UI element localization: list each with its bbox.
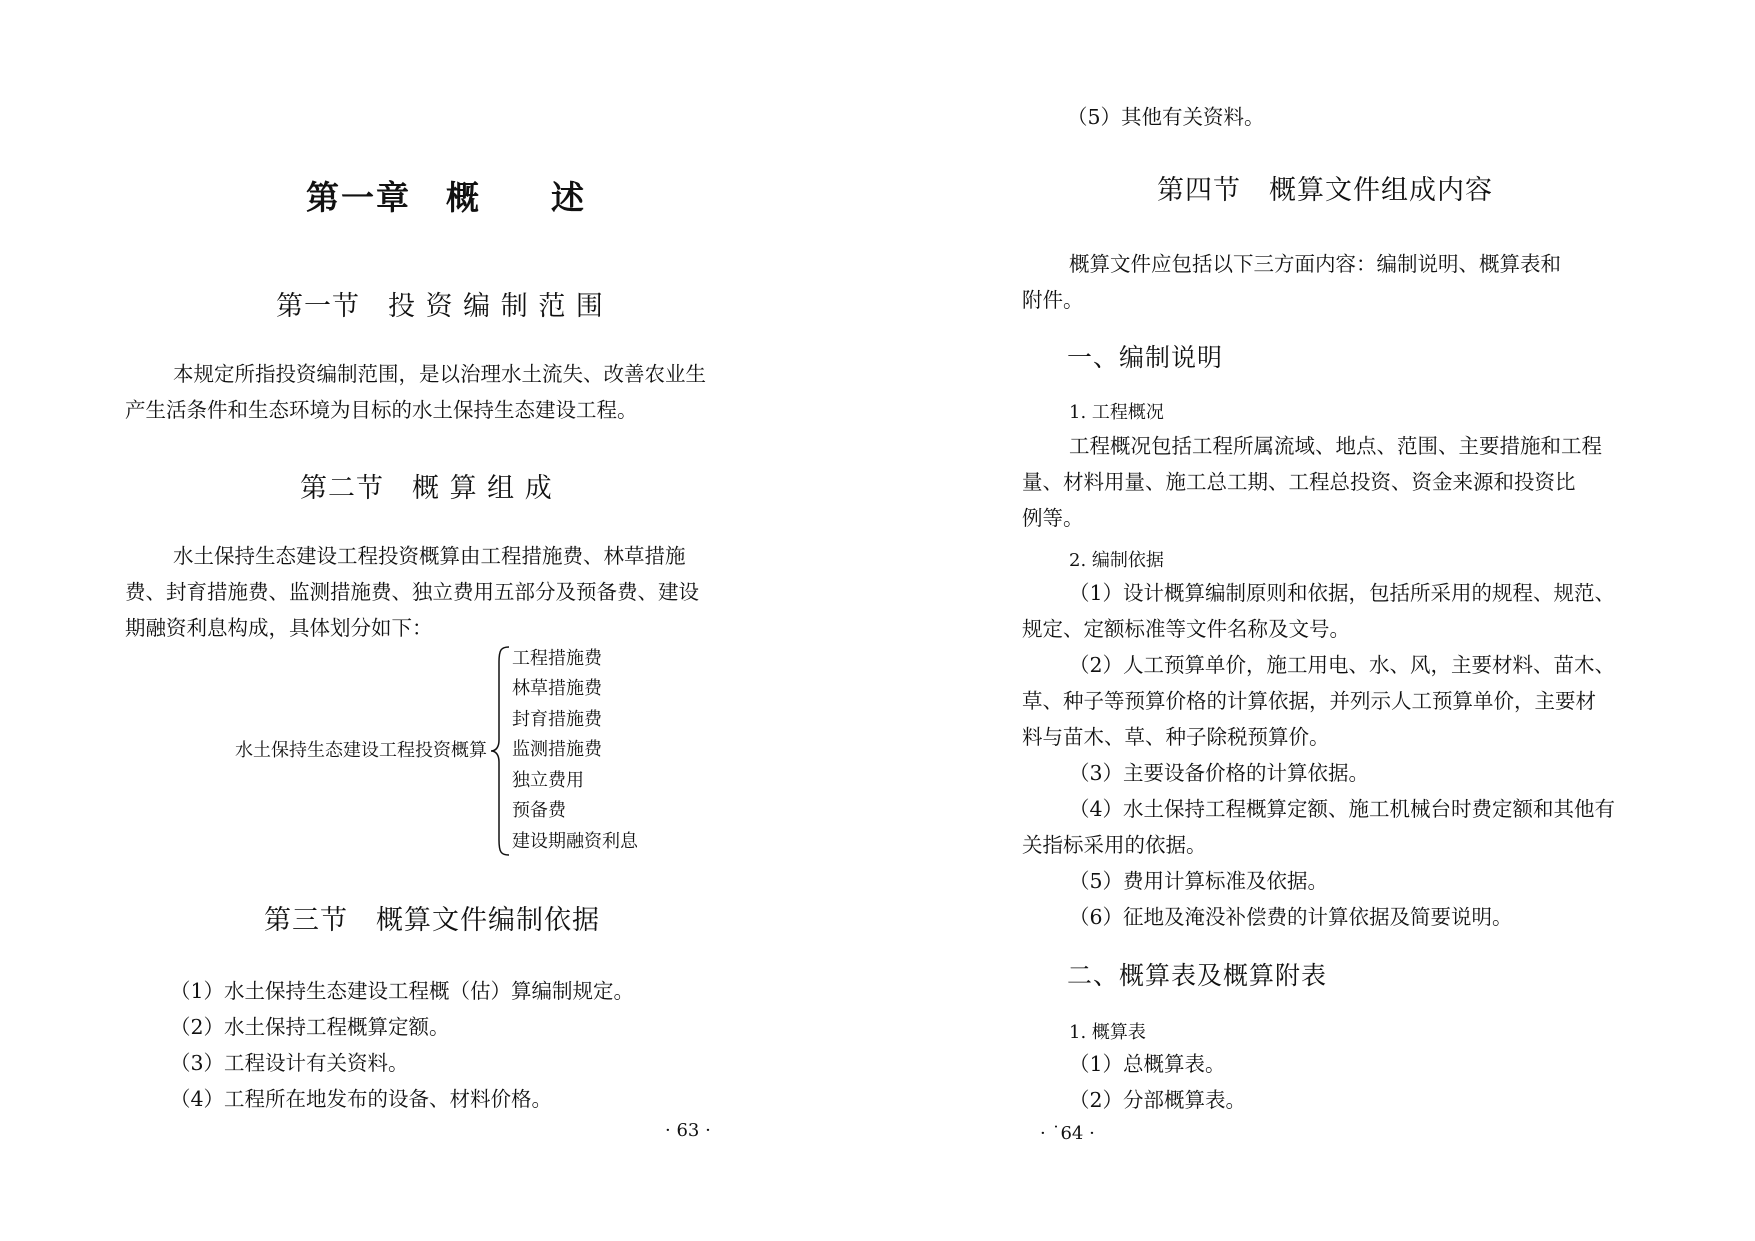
basis-item-line: （6）征地及淹没补偿费的计算依据及简要说明。 [1069,905,1513,929]
basis-item-line: （2）人工预算单价，施工用电、水、风，主要材料、苗木、 [1069,653,1616,677]
section-3-title: 第三节 概算文件编制依据 [264,905,600,936]
intro-line: 附件。 [1022,288,1084,312]
section-2-title: 第二节 概 算 组 成 [300,473,553,504]
part-2-sub1: 1. 概算表 [1069,1022,1146,1043]
part-1-heading: 一、编制说明 [1067,343,1224,372]
intro-line: 概算文件应包括以下三方面内容：编制说明、概算表和 [1069,252,1561,276]
tree-child: 建设期融资利息 [512,831,638,852]
section-3-item: （4）工程所在地发布的设备、材料价格。 [170,1087,553,1111]
table-item: （2）分部概算表。 [1069,1088,1247,1112]
section-1-para-line: 产生活条件和生态环境为目标的水土保持生态建设工程。 [125,398,638,422]
basis-item-line: （3）主要设备价格的计算依据。 [1069,761,1370,785]
section-2-para-line: 费、封育措施费、监测措施费、独立费用五部分及预备费、建设 [125,580,699,604]
tree-child: 预备费 [512,800,566,821]
section-3-item: （3）工程设计有关资料。 [170,1051,409,1075]
tree-child: 工程措施费 [512,648,602,669]
tree-child: 封育措施费 [512,709,602,730]
basis-item-line: （4）水土保持工程概算定额、施工机械台时费定额和其他有 [1069,797,1616,821]
section-1-title: 第一节 投 资 编 制 范 围 [276,291,604,322]
tree-child: 独立费用 [512,770,584,791]
section-4-title: 第四节 概算文件组成内容 [1157,175,1493,206]
tree-root: 水土保持生态建设工程投资概算 [235,740,487,761]
basis-item-line: 草、种子等预算价格的计算依据，并列示人工预算单价，主要材 [1022,689,1596,713]
basis-item-line: 关指标采用的依据。 [1022,833,1207,857]
left-page [0,0,877,1241]
basis-item-line: 料与苗木、草、种子除税预算价。 [1022,725,1330,749]
chapter-title: 第一章 概 述 [306,178,586,217]
basis-item-line: 规定、定额标准等文件名称及文号。 [1022,617,1350,641]
section-2-para-line: 水土保持生态建设工程投资概算由工程措施费、林草措施 [173,544,686,568]
section-3-item: （2）水土保持工程概算定额。 [170,1015,450,1039]
basis-item-line: （5）费用计算标准及依据。 [1069,869,1329,893]
page-number: · ˙64 · [1040,1123,1095,1144]
tree-child: 监测措施费 [512,739,602,760]
page-number: · 63 · [665,1120,711,1141]
part-2-heading: 二、概算表及概算附表 [1067,961,1328,990]
section-1-para-line: 本规定所指投资编制范围，是以治理水土流失、改善农业生 [173,362,706,386]
tree-child: 林草措施费 [512,678,602,699]
section-2-para-line: 期融资利息构成，具体划分如下： [125,616,433,640]
section-3-item: （1）水土保持生态建设工程概（估）算编制规定。 [170,979,635,1003]
part-1-sub1-line: 工程概况包括工程所属流域、地点、范围、主要措施和工程 [1069,434,1602,458]
right-page [877,0,1755,1241]
table-item: （1）总概算表。 [1069,1052,1226,1076]
basis-item-line: （1）设计概算编制原则和依据，包括所采用的规程、规范、 [1069,581,1616,605]
part-1-sub1: 1. 工程概况 [1069,402,1164,423]
tree-brace [490,644,514,858]
carry-over-item: （5）其他有关资料。 [1067,105,1265,129]
part-1-sub1-line: 量、材料用量、施工总工期、工程总投资、资金来源和投资比 [1022,470,1576,494]
part-1-sub1-line: 例等。 [1022,506,1084,530]
part-1-sub2: 2. 编制依据 [1069,550,1164,571]
